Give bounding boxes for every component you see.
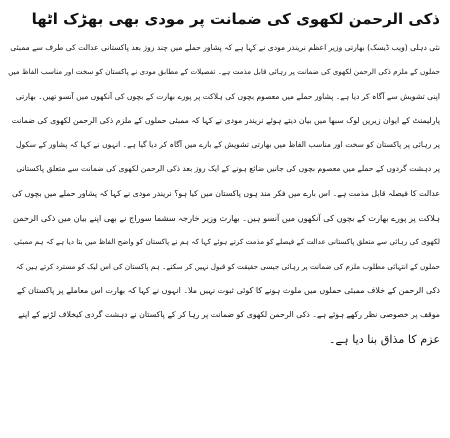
article-line: حملوں کے ملزم ذکی الرحمن لکھوی کی ضمانت پر رہائی قابل مذمت ہے۔ تفصیلات کے مطابق مودی نے پاکستان کو سخت اور مناسب الفاظ میں — [8, 67, 440, 77]
article-line: پارلیمنٹ کے ایوان زیریں لوک سبھا میں بیان دیتے ہوئے نریندر مودی نے کہا کہ ممبئی حملوں کے ملزم ذکی الرحمن لکھوی کی ضمانت — [11, 115, 440, 125]
article-line: عزم کا مذاق بنا دیا ہے۔ — [328, 332, 440, 346]
article-line: ذکی الرحمن کے خلاف ممبئی حملوں میں ملوث ہونے کا کوئی ثبوت نہیں ملا۔ انہوں نے کہا کہ بھارت اس معاملے پر پاکستان کے — [17, 285, 440, 295]
article-line: پر دہشت گردوں کے حملے میں معصوم بچوں کی جانیں ضائع ہونے کے ایک روز بعد ذکی الرحمن لکھوی کی ضمانت سے متعلق پاکستانی — [16, 164, 440, 174]
article-line: موقف پر خصوصی نظر رکھے ہوئے ہے۔ ذکی الرحمن لکھوی کو ضمانت پر رہا کر کے پاکستان نے دہشت گردی کیخلاف لڑنے کے اپنے — [18, 310, 440, 320]
article-line: عدالت کا فیصلہ قابل مذمت ہے۔ اس بارے میں فکر مند ہوں پاکستان میں کیا ہو؟ نریندر مودی نے کہا کہ پشاور حملے میں بچوں کی — [11, 188, 440, 198]
article-line: اپنی تشویش سے آگاہ کر دیا ہے۔ پشاور حملے میں معصوم بچوں کی ہلاکت پر پورے بھارت کے بچوں کی آنکھوں میں آنسو تھیں۔ بھارتی — [15, 91, 440, 101]
article-line: پر رہائی پر پاکستان کو سخت اور مناسب الفاظ میں بھارتی تشویش کے بارے میں آگاہ کر دیا گیا ہے۔ انہوں نے کہا کہ پشاور کے سکول — [15, 140, 440, 150]
article-body — [8, 36, 440, 352]
article-headline: ذکی الرحمن لکھوی کی ضمانت پر مودی بھی بھڑک اٹھا — [31, 10, 440, 28]
article-line: حملوں کے انتہائی مطلوب ملزم کی ضمانت پر رہائی جیسی حقیقت کو قبول نہیں کر سکتے۔ ہم پاکستان کی اس لیک کو مسترد کرتے ہیں کہ — [15, 261, 440, 271]
article-line: نئی دہلی (ویب ڈیسک) بھارتی وزیر اعظم نریندر مودی نے کہا ہے کہ پشاور حملے میں چند روز بعد پاکستانی عدالت کی طرف سے ممبئی — [10, 43, 440, 52]
article-line: ہلاکت پر پورے بھارت کے بچوں کی آنکھوں میں آنسو ہیں۔ بھارت وزیر خارجہ سشما سوراج نے بھی اپنے بیان میں ذکی الرحمن — [12, 213, 440, 224]
article-line: لکھوی کی رہائی سے متعلق پاکستانی عدالت کے فیصلے کو مذمت کرتے ہوئے کہا کہ ہم نے پاکستان کو واضح الفاظ میں بتا دیا ہے کہ ہم ممبئی — [14, 237, 440, 247]
